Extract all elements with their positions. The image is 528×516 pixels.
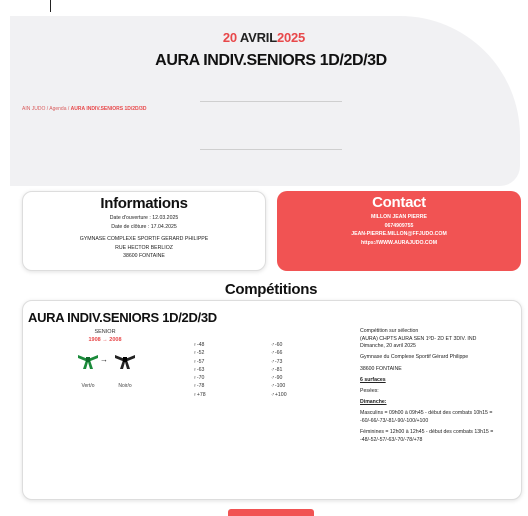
men-categories [271, 341, 287, 399]
men-category: ♂-81 [271, 366, 283, 373]
contact-details [277, 213, 521, 247]
contact-title: Contact [372, 194, 426, 211]
details-date: Dimanche, 20 avril 2025 [360, 343, 416, 350]
green-belt-icon [76, 349, 100, 371]
belt-to-label: Noir/o [118, 383, 132, 389]
contact-name: MILLON JEAN PIERRE [371, 214, 427, 220]
closing-date: Date de clôture : 17.04.2025 [111, 223, 177, 230]
details-surfaces: 6 surfaces [360, 376, 386, 383]
venue-name: GYMNASE COMPLEXE SPORTIF GERARD PHILIPPE [79, 236, 209, 243]
birth-years: 1908 → 2008 [88, 337, 122, 343]
informations-title: Informations [100, 195, 188, 212]
date-year: 2025 [276, 30, 306, 45]
details-women-categories: -48/-52/-57/-63/-70/-78/+78 [360, 436, 423, 443]
breadcrumb-home-link[interactable]: AIN JUDO [22, 106, 46, 112]
register-button[interactable] [228, 509, 314, 516]
venue-street: RUE HECTOR BERLIOZ [115, 244, 173, 251]
details-weigh-in: Pesées: [360, 387, 379, 394]
informations-details [23, 214, 265, 261]
details-men-schedule: Masculins = 09h00 à 09h45 - début des combats 10h15 = [360, 410, 493, 417]
contact-card [277, 191, 521, 271]
women-category: ♀-57 [193, 358, 205, 365]
men-category: ♂-90 [271, 375, 283, 382]
date-day: 20 [222, 30, 237, 45]
informations-card [22, 191, 266, 271]
competition-details [360, 328, 518, 448]
belt-arrow: → [100, 355, 108, 364]
details-location: Gymnase du Complexe Sportif Gérard Philippe [360, 354, 469, 361]
men-category: ♂-60 [271, 342, 283, 348]
women-category: ♀-48 [193, 342, 205, 348]
women-category: ♀-63 [193, 366, 205, 373]
competition-card [22, 300, 522, 500]
venue-city: 38600 FONTAINE [123, 253, 165, 260]
competitions-heading: Compétitions [224, 281, 318, 298]
belt-from-label: Vert/o [81, 383, 95, 389]
breadcrumb [22, 106, 146, 112]
contact-website-link[interactable]: https://WWW.AURAJUDO.COM [360, 239, 438, 246]
men-category: ♂-100 [271, 383, 286, 390]
breadcrumb-separator: / [66, 106, 71, 112]
details-men-categories: -60/-66/-73/-81/-90/-100/+100 [360, 417, 429, 424]
breadcrumb-separator: / [45, 106, 50, 112]
details-day: Dimanche: [360, 399, 387, 406]
event-date [0, 30, 528, 45]
men-category: ♂-73 [271, 358, 283, 365]
competition-title[interactable]: AURA INDIV.SENIORS 1D/2D/3D [28, 310, 217, 325]
details-desc: (AURA) CHPTS AURA SEN 1ºD- 2D ET 3DIV. IND [360, 335, 477, 342]
opening-date: Date d'ouverture : 12.03.2025 [109, 215, 179, 221]
text-cursor [50, 0, 51, 12]
women-categories [193, 341, 206, 399]
divider [200, 149, 342, 150]
details-desc: Compétition sur sélection [360, 328, 419, 334]
date-month: AVRIL [239, 30, 277, 45]
contact-email-link[interactable]: JEAN-PIERRE.MILLON@FFJUDO.COM [351, 231, 447, 238]
details-city: 38600 FONTAINE [360, 365, 402, 372]
men-category: ♂+100 [271, 391, 287, 398]
black-belt-icon [113, 349, 137, 371]
women-category: ♀-52 [193, 350, 205, 357]
contact-phone-link[interactable]: 0674909755 [384, 222, 414, 229]
divider [200, 101, 342, 102]
age-group: SENIOR [94, 329, 116, 335]
women-category: ♀-70 [193, 375, 205, 382]
breadcrumb-agenda-link[interactable]: Agenda [49, 106, 67, 112]
page-title: AURA INDIV.SENIORS 1D/2D/3D [155, 52, 387, 69]
details-women-schedule: Féminines = 12h00 à 12h45 - début des combats 13h15 = [360, 429, 494, 436]
breadcrumb-current: AURA INDIV.SENIORS 1D/2D/3D [70, 106, 147, 112]
men-category: ♂-66 [271, 350, 283, 357]
women-category: ♀-78 [193, 383, 205, 390]
women-category: ♀+78 [193, 391, 206, 398]
